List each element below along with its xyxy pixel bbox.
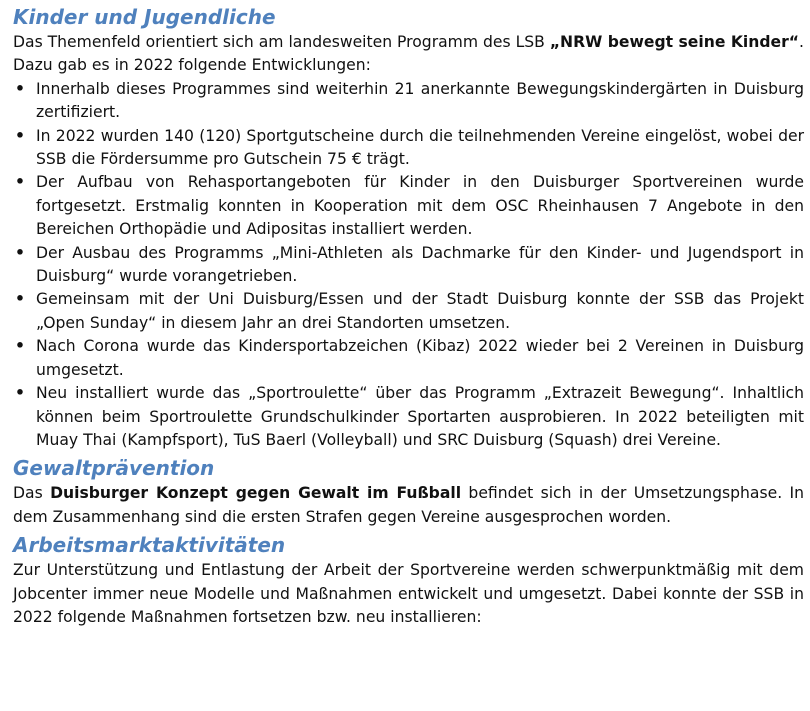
bullet-icon: •: [15, 290, 25, 309]
list-item-text: In 2022 wurden 140 (120) Sportgutscheine durch die teilnehmenden Vereine eingelöst, wobei der SSB die Fördersumme pro Gutschein 75 € trägt.: [36, 126, 804, 169]
section-heading: Kinder und Jugendliche: [13, 5, 276, 29]
section-intro: [13, 482, 804, 529]
bullet-icon: •: [15, 173, 25, 192]
list-item: [13, 125, 804, 172]
section-intro: [13, 31, 804, 78]
developments-list: [13, 78, 804, 453]
list-item: [13, 78, 804, 125]
concept-name: Duisburger Konzept gegen Gewalt im Fußball: [50, 484, 462, 503]
section-heading: Arbeitsmarktaktivitäten: [13, 533, 286, 558]
list-item: [13, 171, 804, 241]
list-item-text: Der Aufbau von Rehasportangeboten für Kinder in den Duisburger Sportvereinen wurde fortgesetzt. Erstmalig konnten in Kooperation mit dem OSC Rheinhausen 7 Angebote in den Bereichen Orthopädie und Adipositas installiert werden.: [36, 173, 804, 239]
list-item: [13, 242, 804, 289]
section-kinder-jugendliche: [13, 4, 804, 452]
bullet-icon: •: [15, 337, 25, 356]
section-text: Zur Unterstützung und Entlastung der Arbeit der Sportvereine werden schwerpunktmäßig mit dem Jobcenter immer neue Modelle und Maßnahmen entwickelt und umgesetzt. Dabei konnte der SSB in 2022 folgende Maßnahmen fortsetzen bzw. neu installieren:: [13, 561, 804, 626]
intro-text: Das: [13, 484, 51, 503]
bullet-icon: •: [15, 384, 25, 403]
list-item-text: Gemeinsam mit der Uni Duisburg/Essen und der Stadt Duisburg konnte der SSB das Projekt „Open Sunday“ in diesem Jahr an drei Standorten umsetzen.: [36, 290, 804, 332]
bullet-icon: •: [15, 243, 25, 262]
list-item: [13, 382, 804, 452]
bullet-icon: •: [15, 126, 25, 145]
intro-text-end: . Dazu gab es in 2022 folgende Entwicklungen:: [13, 33, 804, 75]
list-item: [13, 288, 804, 335]
list-item-text: Der Ausbau des Programms „Mini-Athleten als Dachmarke für den Kinder- und Jugendsport in Duisburg“ wurde vorangetrieben.: [36, 243, 804, 286]
list-item-text: Neu installiert wurde das „Sportroulette“ über das Programm „Extrazeit Bewegung“. Inhaltlich können beim Sportroulette Grundschulkinder Sportarten ausprobieren. In 2022 beteiligten mit Muay Thai (Kampfsport), TuS Baerl (Volleyball) und SRC Duisburg (Squash) drei Vereine.: [36, 384, 804, 449]
section-arbeitsmarktaktivitaeten: [13, 532, 804, 629]
section-heading: Gewaltprävention: [13, 456, 215, 481]
list-item-text: Innerhalb dieses Programmes sind weiterhin 21 anerkannte Bewegungskindergärten in Duisburg zertifiziert.: [36, 79, 804, 122]
program-name: „NRW bewegt seine Kinder“: [549, 33, 800, 51]
intro-text-end: befindet sich in der Umsetzungsphase. In dem Zusammenhang sind die ersten Strafen gegen Vereine ausgesprochen worden.: [13, 484, 805, 526]
bullet-icon: •: [15, 79, 25, 98]
intro-text: Das Themenfeld orientiert sich am landesweiten Programm des LSB: [13, 33, 550, 51]
section-gewaltpraevention: [13, 455, 804, 529]
list-item-text: Nach Corona wurde das Kindersportabzeichen (Kibaz) 2022 wieder bei 2 Vereinen in Duisburg umgesetzt.: [36, 337, 804, 379]
list-item: [13, 335, 804, 382]
